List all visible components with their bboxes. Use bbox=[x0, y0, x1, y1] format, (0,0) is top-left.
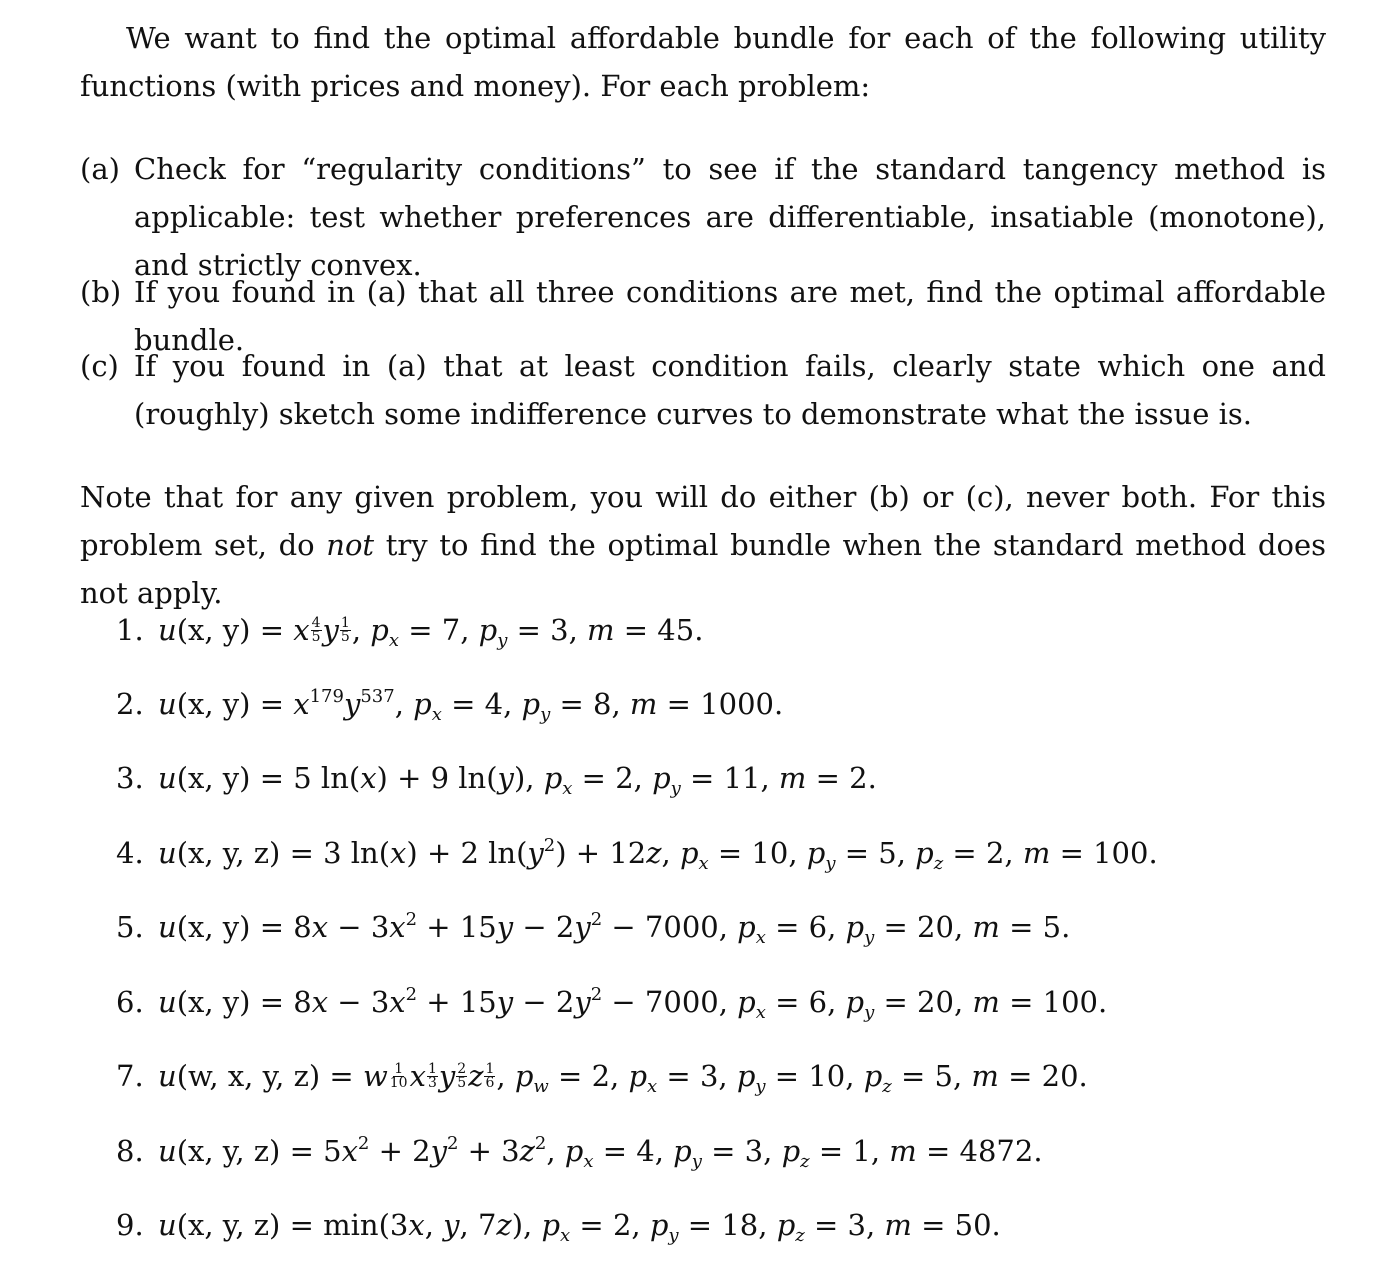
exponent: 537 bbox=[360, 686, 395, 707]
utility-args: (x, y, z) bbox=[176, 836, 281, 870]
exponent: 2 bbox=[543, 835, 556, 856]
problem-number: 5. bbox=[116, 910, 144, 944]
price-y: 3 bbox=[550, 613, 569, 647]
coefficient: 2 bbox=[555, 985, 575, 1019]
problem-number: 1. bbox=[116, 613, 144, 647]
problem-number: 2. bbox=[116, 687, 144, 721]
problem-number: 6. bbox=[116, 985, 144, 1019]
coefficient: 15 bbox=[459, 910, 497, 944]
exponent-fraction: $\frac{2}{5}$ bbox=[457, 1061, 467, 1091]
coefficient: 3 bbox=[370, 910, 390, 944]
problem-3: 3. u(x, y) = 5 ln(x) + 9 ln(y), $p_x = 2$, $p_y = 11$, m = 2. bbox=[116, 754, 877, 802]
note-text: Note that for any given problem, you will do either (b) or (c), never both. For this problem set, do bbox=[80, 480, 1326, 562]
condition-label: (b) bbox=[80, 275, 122, 309]
note-text-end: try to find the optimal bundle when the standard method does not apply. bbox=[80, 528, 1326, 610]
price-x: 3 bbox=[699, 1059, 719, 1093]
note-paragraph bbox=[80, 473, 1326, 617]
condition-label: (a) bbox=[80, 152, 120, 186]
utility-args: (x, y) bbox=[176, 613, 251, 647]
price-y: 10 bbox=[808, 1059, 846, 1093]
price-y: 5 bbox=[878, 836, 897, 870]
problem-4: 4. u(x, y, z) = 3 ln(x) + 2 $\ln(y^2) + 12z$, $p_x = 10$, $p_y = 5$, $p_z = 2$, m = 100. bbox=[116, 829, 1158, 877]
intro-paragraph: We want to find the optimal affordable bundle for each of the following utility functions (with prices and money). For each problem: bbox=[80, 21, 1326, 103]
note-emphasis: not bbox=[326, 528, 375, 562]
price-x: 2 bbox=[612, 1208, 632, 1242]
coefficient: 9 bbox=[430, 761, 450, 795]
condition-label: (c) bbox=[80, 349, 119, 383]
price-z: 1 bbox=[852, 1134, 871, 1168]
exponent-fraction: $\frac{4}{5}$ bbox=[311, 615, 321, 645]
exponent-fraction: $\frac{1}{6}$ bbox=[485, 1061, 495, 1091]
utility-args: (x, y) bbox=[176, 687, 251, 721]
price-y: 18 bbox=[721, 1208, 759, 1242]
condition-text: If you found in (a) that at least condition fails, clearly state which one and (roughly) sketch some indifference curves to demonstrate what the issue is. bbox=[134, 349, 1326, 431]
price-z: 2 bbox=[985, 836, 1005, 870]
money: 100. bbox=[1042, 985, 1108, 1019]
price-x: 6 bbox=[808, 985, 828, 1019]
problem-number: 7. bbox=[116, 1059, 144, 1093]
problem-5: 5. u(x, $y) = 8x - 3x^2 + 15y - 2y^2 - 7000$, $p_x = 6$, $p_y = 20$, m = 5. bbox=[116, 903, 1070, 951]
problem-8: 8. u(x, y, $z) = 5x^2 + 2y^2 + 3z^2$, $p_x = 4$, $p_y = 3$, $p_z = 1$, m = 4872. bbox=[116, 1127, 1043, 1175]
exponent: 179 bbox=[309, 686, 344, 707]
problem-number: 9. bbox=[116, 1208, 144, 1242]
problem-6: 6. u(x, $y) = 8x - 3x^2 + 15y - 2y^2 - 7000$, $p_x = 6$, $p_y = 20$, m = 100. bbox=[116, 978, 1107, 1026]
coefficient: 3 bbox=[389, 1208, 409, 1242]
price-w: 2 bbox=[591, 1059, 611, 1093]
utility-args: (x, y) bbox=[176, 910, 251, 944]
money: 1000. bbox=[700, 687, 784, 721]
price-x: 10 bbox=[751, 836, 789, 870]
price-y: 20 bbox=[917, 985, 954, 1019]
money: 50. bbox=[954, 1208, 1001, 1242]
coefficient: 15 bbox=[459, 985, 497, 1019]
condition-text: If you found in (a) that all three conditions are met, find the optimal affordable bundle. bbox=[134, 275, 1326, 357]
price-x: 6 bbox=[808, 910, 828, 944]
coefficient: 5 bbox=[293, 761, 312, 795]
coefficient: 2 bbox=[555, 910, 575, 944]
money: 5. bbox=[1042, 910, 1071, 944]
constant: 7000 bbox=[644, 985, 719, 1019]
coefficient: 3 bbox=[323, 836, 342, 870]
utility-args: (x, y, z) bbox=[176, 1208, 281, 1242]
coefficient: 2 bbox=[460, 836, 479, 870]
price-x: 4 bbox=[484, 687, 504, 721]
money: 20. bbox=[1041, 1059, 1088, 1093]
price-x: 2 bbox=[615, 761, 634, 795]
problem-number: 4. bbox=[116, 836, 144, 870]
coefficient: 8 bbox=[293, 910, 312, 944]
utility-args: (w, x, y, z) bbox=[176, 1059, 321, 1093]
price-y: 20 bbox=[917, 910, 954, 944]
exponent-fraction: $\frac{1}{3}$ bbox=[427, 1061, 437, 1091]
money: 45. bbox=[657, 613, 704, 647]
coefficient: 5 bbox=[323, 1134, 342, 1168]
coefficient: 2 bbox=[412, 1134, 431, 1168]
coefficient: 3 bbox=[501, 1134, 520, 1168]
problem-2: 2. u(x, $y) = x^{179}y^{537}$, $p_x = 4$, $p_y = 8$, m = 1000. bbox=[116, 680, 783, 728]
constant: 7000 bbox=[644, 910, 719, 944]
coefficient: 3 bbox=[370, 985, 390, 1019]
price-y: 11 bbox=[723, 761, 761, 795]
utility-args: (x, y) bbox=[176, 985, 251, 1019]
price-x: 4 bbox=[636, 1134, 655, 1168]
condition-text: Check for “regularity conditions” to see if the standard tangency method is applicable: test whether preferences are differentiable, insatiable (monotone), and strictly convex. bbox=[134, 152, 1326, 282]
money: 4872. bbox=[959, 1134, 1043, 1168]
function-name: min bbox=[323, 1208, 379, 1242]
problem-9: 9. u(x, y, z) = min(3x, y, 7z), $p_x = 2$, $p_y = 18$, $p_z = 3$, m = 50. bbox=[116, 1201, 1001, 1249]
price-y: 8 bbox=[593, 687, 612, 721]
price-z: 3 bbox=[847, 1208, 866, 1242]
problem-7: 7. u(w, x, y, z) = w $\frac{1}{10}$ x $\frac{1}{3}$ y $\frac{2}{5}$ z $\frac{1}{6}$ , $p_w = 2$, $p_x = 3$, $p_y = 10$, $p_z = 5$, m = 20. bbox=[116, 1052, 1088, 1100]
utility-args: (x, y, z) bbox=[176, 1134, 281, 1168]
money: 100. bbox=[1093, 836, 1158, 870]
money: 2. bbox=[849, 761, 877, 795]
price-y: 3 bbox=[744, 1134, 764, 1168]
problem-number: 3. bbox=[116, 761, 144, 795]
coefficient: 12 bbox=[609, 836, 647, 870]
problem-1: 1. u(x, y) = x $\frac{4}{5}$ y $\frac{1}{5}$ , $p_x = 7$, $p_y = 3$, m = 45. bbox=[116, 606, 703, 654]
coefficient: 8 bbox=[293, 985, 312, 1019]
exponent-fraction: $\frac{1}{5}$ bbox=[340, 615, 350, 645]
utility-args: (x, y) bbox=[176, 761, 251, 795]
price-x: 7 bbox=[441, 613, 461, 647]
exponent-fraction: $\frac{1}{10}$ bbox=[389, 1061, 408, 1091]
price-z: 5 bbox=[934, 1059, 953, 1093]
coefficient: 7 bbox=[477, 1208, 497, 1242]
condition-c bbox=[80, 342, 1326, 438]
problem-number: 8. bbox=[116, 1134, 144, 1168]
